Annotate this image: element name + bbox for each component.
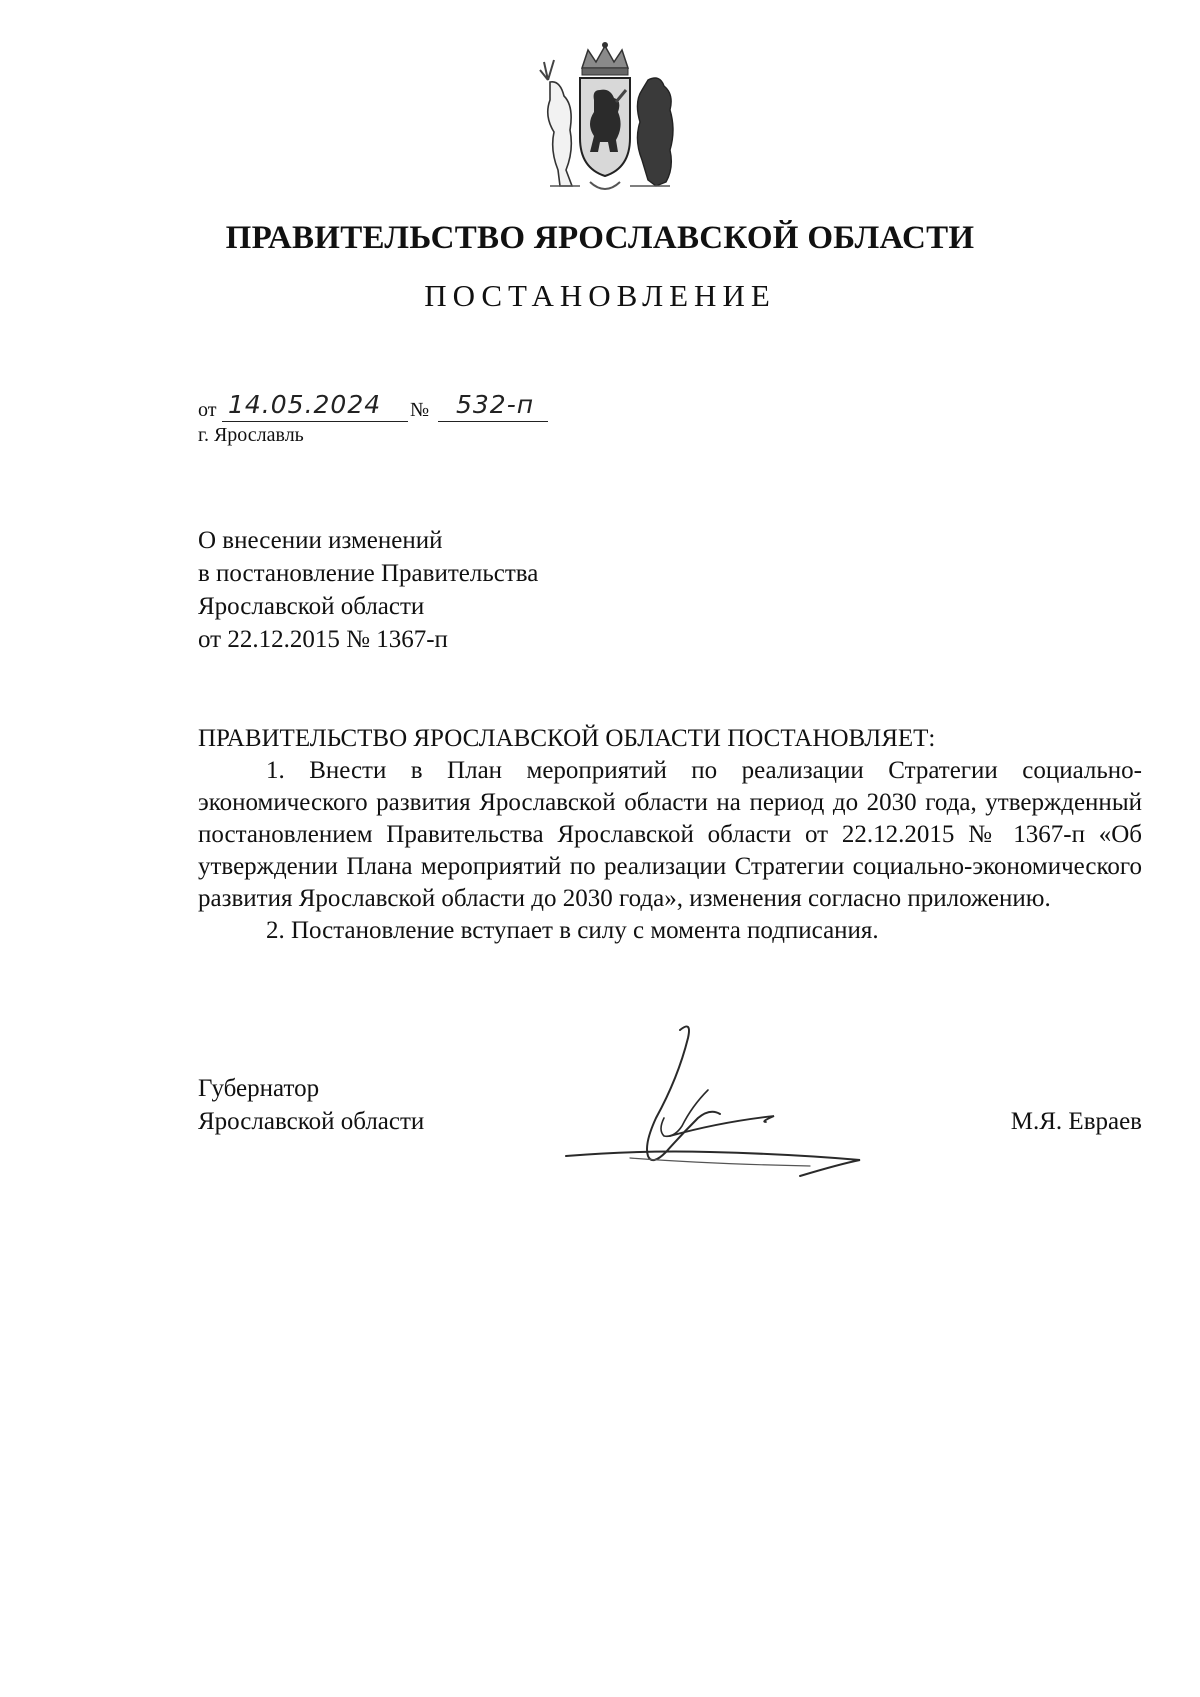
position-line: Губернатор	[198, 1075, 320, 1102]
signer-name: М.Я. Евраев	[1010, 1108, 1142, 1135]
signatory-position	[198, 1072, 424, 1138]
document-number: 532-п	[456, 390, 535, 419]
subject-line: в постановление Правительства	[198, 560, 539, 587]
subject-line: Ярославской области	[198, 593, 425, 620]
position-line: Ярославской области	[198, 1108, 425, 1135]
subject-line: от 22.12.2015 № 1367-п	[198, 626, 448, 653]
document-body	[198, 723, 1142, 947]
subject-line: О внесении изменений	[198, 527, 443, 554]
document-subject	[198, 524, 538, 656]
number-label: №	[410, 399, 430, 421]
date-underline	[222, 420, 408, 422]
document-date: 14.05.2024	[228, 390, 382, 419]
organization-title: ПРАВИТЕЛЬСТВО ЯРОСЛАВСКОЙ ОБЛАСТИ	[225, 220, 975, 256]
number-underline	[438, 420, 548, 422]
handwritten-signature-icon	[560, 1018, 920, 1203]
document-type-heading: ПОСТАНОВЛЕНИЕ	[424, 278, 776, 313]
document-date-number-line	[198, 388, 558, 424]
document-city: г. Ярославль	[198, 424, 304, 446]
resolution-paragraph: 2. Постановление вступает в силу с момента подписания.	[266, 917, 879, 944]
date-label: от	[198, 399, 217, 421]
coat-of-arms-icon	[530, 40, 680, 200]
resolution-heading: ПРАВИТЕЛЬСТВО ЯРОСЛАВСКОЙ ОБЛАСТИ ПОСТАНОВЛЯЕТ:	[198, 725, 936, 752]
resolution-paragraph: 1. Внести в План мероприятий по реализации Стратегии социально-экономического развития Ярославской области на период до 2030 года, утвержденный постановлением Правительства Ярославской области от 22.12.2015 № 1367-п «Об утверждении Плана мероприятий по реализации Стратегии социально-экономического развития Ярославской области до 2030 года», изменения согласно приложению.	[198, 757, 1142, 912]
